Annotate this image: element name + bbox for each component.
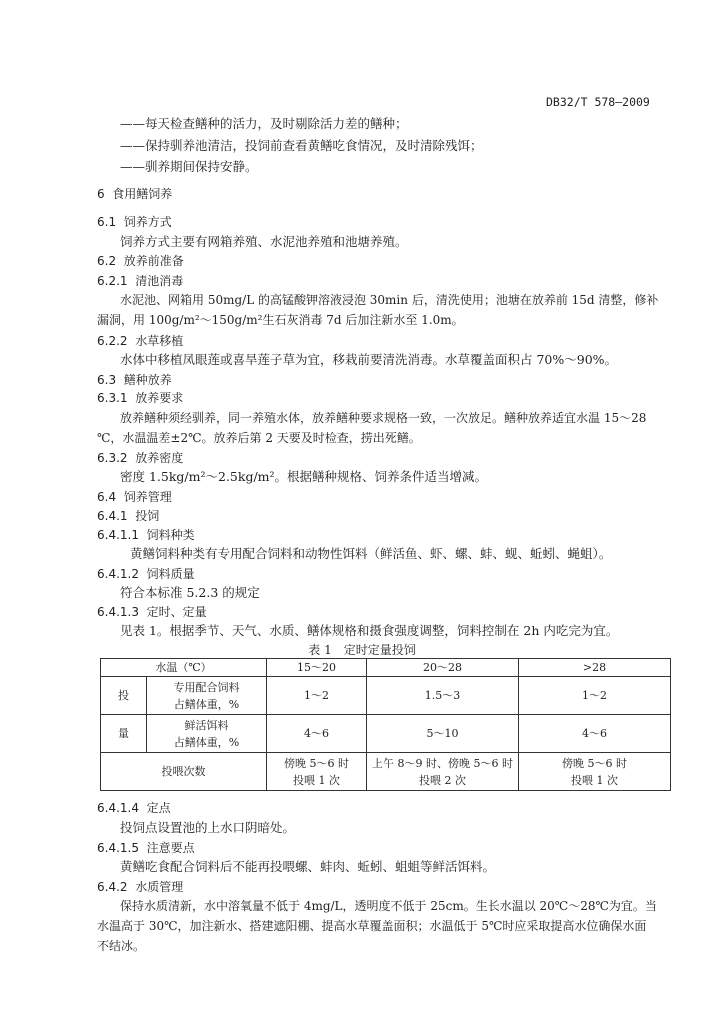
section-title: 饲料种类	[146, 528, 195, 542]
row-label-unit: 占鳝体重，%	[173, 735, 240, 749]
section-title: 注意要点	[146, 841, 195, 855]
table-group-cell: 投	[101, 677, 147, 715]
paragraph-line: ℃，水温温差±2℃。放养后第 2 天要及时检查，捞出死鳝。	[97, 431, 421, 445]
freq-count: 投喂 1 次	[293, 773, 340, 787]
paragraph-line: 保持水质清新，水中溶氧量不低于 4mg/L，透明度不低于 25cm。生长水温以 20℃～28℃为宜。当	[120, 899, 657, 913]
table-header-cell: 20～28	[367, 659, 519, 677]
section-heading	[97, 840, 195, 856]
section-heading	[97, 527, 195, 543]
table-cell: 4～6	[267, 715, 367, 753]
table-cell: 1～2	[519, 677, 671, 715]
section-title: 投饲	[135, 509, 160, 523]
paragraph: 见表 1。根据季节、天气、水质、鳝体规格和摄食强度调整，饲料控制在 2h 内吃完为宜。	[120, 623, 619, 638]
section-number: 6.4.1.4	[97, 801, 139, 815]
table-cell: 5～10	[367, 715, 519, 753]
table-header-cell: 15～20	[267, 659, 367, 677]
table-label-cell	[147, 715, 267, 753]
section-heading	[97, 450, 183, 466]
paragraph: 黄鳝吃食配合饲料后不能再投喂螺、蚌肉、蚯蚓、蛆蛆等鲜活饵料。	[120, 859, 496, 874]
paragraph: 投饲点设置池的上水口阴暗处。	[120, 820, 296, 835]
freq-count: 投喂 2 次	[419, 773, 466, 787]
section-number: 6.4.1	[97, 509, 128, 523]
section-title: 清池消毒	[135, 274, 184, 288]
table-cell: 1.5～3	[367, 677, 519, 715]
section-title: 定点	[146, 801, 171, 815]
section-heading	[97, 214, 172, 230]
section-heading	[97, 489, 172, 505]
paragraph-line: 水泥池、网箱用 50mg/L 的高锰酸钾溶液浸泡 30min 后，清洗使用；池塘在放养前 15d 清整，修补	[120, 293, 659, 307]
table-cell: 4～6	[519, 715, 671, 753]
section-heading	[97, 186, 172, 202]
section-title: 放养要求	[135, 391, 184, 405]
freq-count: 投喂 1 次	[571, 773, 618, 787]
section-heading	[97, 333, 183, 349]
section-title: 饲养管理	[123, 490, 172, 504]
feeding-table	[100, 658, 671, 791]
section-number: 6.3	[97, 373, 117, 387]
section-number: 6.4	[97, 490, 117, 504]
paragraph: 饲养方式主要有网箱养殖、水泥池养殖和池塘养殖。	[120, 234, 408, 249]
table-header-row	[101, 659, 671, 677]
paragraph: 密度 1.5kg/m²～2.5kg/m²。根据鳝种规格、饲养条件适当增减。	[120, 469, 488, 484]
section-number: 6.4.1.5	[97, 841, 139, 855]
section-heading	[97, 604, 207, 620]
section-heading	[97, 508, 159, 524]
table-row	[101, 677, 671, 715]
section-number: 6	[97, 187, 105, 201]
paragraph: 符合本标准 5.2.3 的规定	[120, 585, 260, 600]
paragraph-line: 漏洞，用 100g/m²～150g/m²生石灰消毒 7d 后加注新水至 1.0m。	[97, 313, 464, 327]
section-title: 饲料质量	[146, 567, 195, 581]
section-number: 6.4.2	[97, 880, 128, 894]
list-item: ——每天检查鳝种的活力，及时剔除活力差的鳝种；	[120, 116, 408, 131]
table-row	[101, 715, 671, 753]
section-title: 水草移植	[135, 334, 184, 348]
section-number: 6.4.1.2	[97, 567, 139, 581]
row-label: 专用配合饲料	[173, 680, 240, 694]
section-title: 放养密度	[135, 451, 184, 465]
section-heading	[97, 253, 184, 269]
section-title: 水质管理	[135, 880, 184, 894]
table-cell	[519, 753, 671, 791]
paragraph-line: 放养鳝种须经驯养，同一养殖水体，放养鳝种要求规格一致，一次放足。鳝种放养适宜水温 15～28	[120, 411, 647, 425]
section-number: 6.3.1	[97, 391, 128, 405]
table-cell	[267, 753, 367, 791]
section-number: 6.2.2	[97, 334, 128, 348]
section-number: 6.4.1.3	[97, 605, 139, 619]
table-header-cell: 水温（℃）	[101, 659, 267, 677]
section-title: 饲养方式	[123, 215, 172, 229]
freq-time: 傍晚 5～6 时	[562, 756, 627, 770]
section-number: 6.2.1	[97, 274, 128, 288]
section-heading	[97, 879, 183, 895]
section-number: 6.2	[97, 254, 117, 268]
paragraph: 黄鳝饲料种类有专用配合饲料和动物性饵料（鲜活鱼、虾、螺、蚌、蚬、蚯蚓、蝇蛆）。	[130, 546, 612, 561]
freq-time: 上午 8～9 时、傍晚 5～6 时	[372, 756, 513, 770]
paragraph: 水体中移植凤眼莲或喜旱莲子草为宜，移栽前要清洗消毒。水草覆盖面积占 70%～90%。	[120, 352, 618, 367]
list-item: ——驯养期间保持安静。	[120, 159, 258, 174]
table-caption: 表 1 定时定量投饲	[308, 643, 416, 657]
section-number: 6.1	[97, 215, 117, 229]
paragraph-line: 不结冰。	[97, 939, 146, 953]
section-heading	[97, 273, 183, 289]
section-title: 放养前准备	[123, 254, 184, 268]
table-cell	[367, 753, 519, 791]
document-code: DB32/T 578—2009	[546, 95, 650, 109]
section-heading	[97, 800, 171, 816]
table-cell: 1～2	[267, 677, 367, 715]
row-label: 鲜活饵料	[184, 718, 229, 732]
row-label-unit: 占鳝体重，%	[173, 697, 240, 711]
section-heading	[97, 566, 195, 582]
section-title: 鳝种放养	[123, 373, 172, 387]
table-row	[101, 753, 671, 791]
table-label-cell	[147, 677, 267, 715]
list-item: ——保持驯养池清洁，投饲前查看黄鳝吃食情况，及时清除残饵；	[120, 138, 483, 153]
table-group-cell: 量	[101, 715, 147, 753]
section-title: 食用鳝饲养	[112, 187, 173, 201]
table-label-cell: 投喂次数	[101, 753, 267, 791]
section-number: 6.3.2	[97, 451, 128, 465]
section-heading	[97, 390, 183, 406]
paragraph-line: 水温高于 30℃，加注新水、搭建遮阳棚、提高水草覆盖面积；水温低于 5℃时应采取提高水位确保水面	[97, 919, 647, 933]
section-title: 定时、定量	[146, 605, 207, 619]
table-header-cell: >28	[519, 659, 671, 677]
section-heading	[97, 372, 172, 388]
freq-time: 傍晚 5～6 时	[284, 756, 349, 770]
section-number: 6.4.1.1	[97, 528, 139, 542]
